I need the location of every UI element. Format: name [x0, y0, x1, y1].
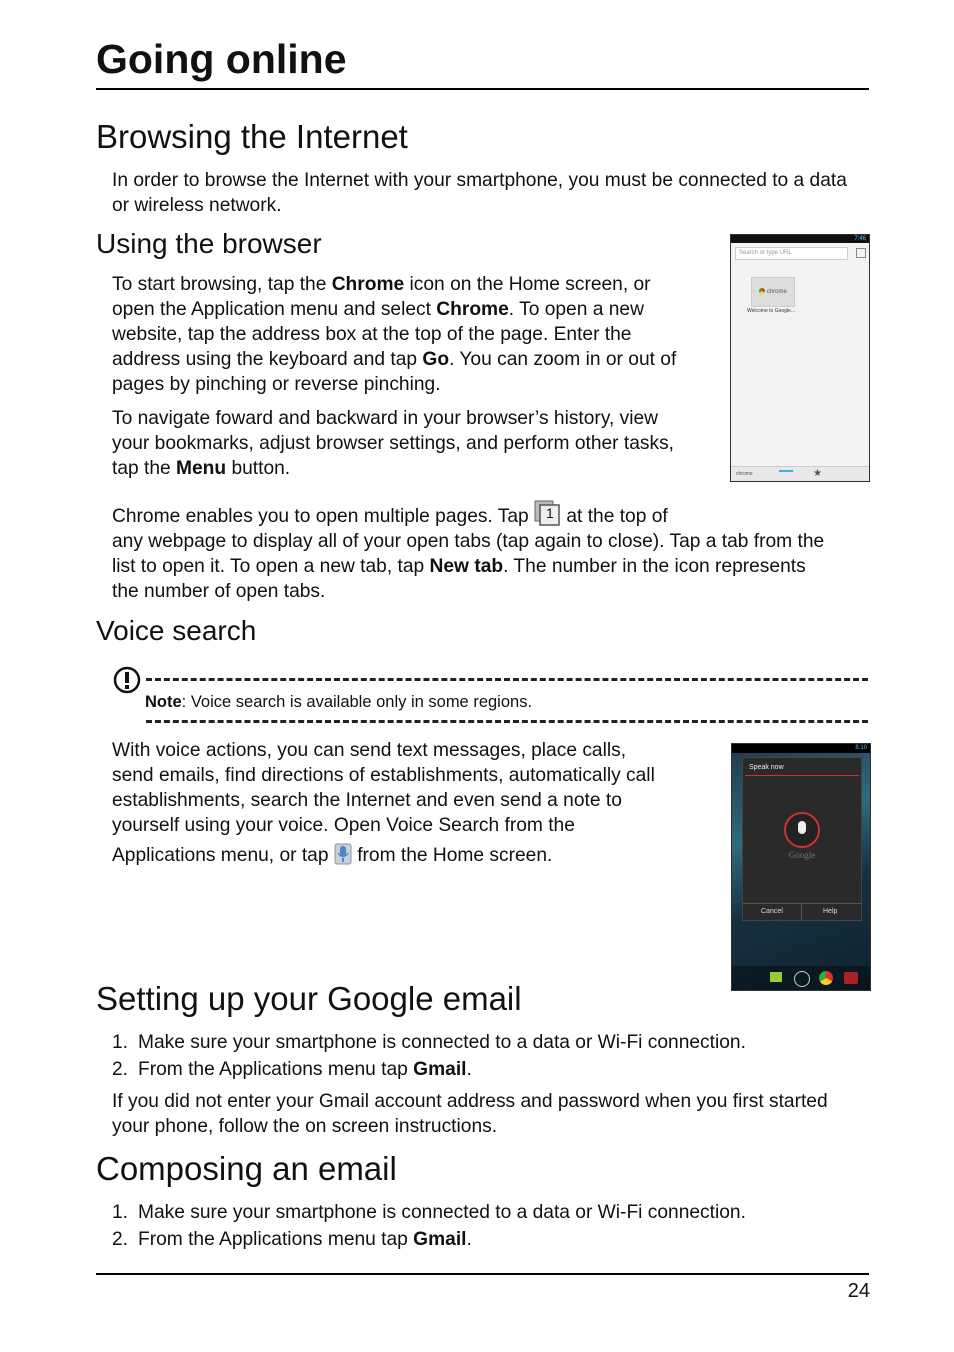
note-label: Note — [145, 693, 182, 711]
line: Chrome enables you to open multiple pages. Tap 1 at the top of — [112, 500, 868, 529]
bottom-rule — [96, 1273, 869, 1275]
note-bottom-divider — [146, 720, 868, 723]
status-time: 8:10 — [855, 745, 867, 751]
chrome-icon — [819, 971, 833, 985]
help-button: Help — [823, 908, 838, 915]
line: your bookmarks, adjust browser settings, and perform other tasks, — [112, 433, 675, 454]
google-email-para — [112, 1089, 868, 1139]
microphone-button — [784, 812, 820, 848]
list-item: 2. From the Applications menu tap Gmail. — [112, 1229, 472, 1250]
line: yourself using your voice. Open Voice Search from the — [112, 815, 575, 836]
list-item: 1. Make sure your smartphone is connected to a data or Wi-Fi connection. — [112, 1032, 746, 1053]
section-heading-composing: Composing an email — [96, 1150, 397, 1187]
chapter-title: Going online — [96, 36, 347, 82]
subheading-using-browser: Using the browser — [96, 228, 322, 259]
section-heading-browsing: Browsing the Internet — [96, 118, 408, 155]
tabs-icon — [856, 248, 866, 258]
voice-dialog — [742, 757, 862, 921]
browsing-intro: In order to browse the Internet with your smartphone, you must be connected to a data or wireless network. — [112, 170, 847, 216]
line: send emails, find directions of establishments, automatically call — [112, 765, 655, 786]
dock — [732, 966, 870, 990]
using-browser-para-1 — [112, 272, 722, 397]
bottom-bar — [731, 466, 869, 481]
dialog-buttons — [743, 903, 861, 920]
voice-search-screenshot — [731, 743, 871, 991]
google-logo-text: Google — [788, 850, 816, 860]
line: To navigate foward and backward in your browser’s history, view — [112, 408, 659, 429]
line: To start browsing, tap the Chrome icon on the Home screen, or — [112, 274, 651, 295]
note — [145, 692, 532, 712]
browser-screenshot — [730, 234, 870, 482]
list-item: 1. Make sure your smartphone is connected to a data or Wi-Fi connection. — [112, 1202, 746, 1223]
tab-count: 1 — [546, 504, 554, 521]
top-rule — [96, 88, 869, 90]
note-top-divider — [146, 678, 868, 681]
cancel-button: Cancel — [761, 908, 783, 915]
subheading-voice-search: Voice search — [96, 615, 257, 646]
using-browser-para-2 — [112, 406, 722, 481]
apps-icon — [794, 971, 810, 987]
line: tap the Menu button. — [112, 458, 291, 479]
bottom-label: chrome — [736, 471, 753, 477]
line: open the Application menu and select Chrome. To open a new — [112, 299, 644, 320]
speak-now-label: Speak now — [749, 764, 784, 771]
line: Applications menu, or tap from the Home screen. — [112, 843, 712, 868]
note-text: : Voice search is available only in some regions. — [181, 693, 533, 711]
line: If you did not enter your Gmail account address and password when you first started — [112, 1091, 828, 1112]
star-icon: ★ — [813, 468, 822, 479]
line: list to open it. To open a new tab, tap New tab. The number in the icon represents — [112, 556, 806, 577]
mic-icon — [798, 821, 806, 834]
line: establishments, search the Internet and even send a note to — [112, 790, 622, 811]
status-bar — [731, 235, 869, 243]
status-time: 7:46 — [854, 236, 866, 242]
camera-icon — [844, 972, 858, 984]
url-placeholder: Search or type URL — [739, 250, 792, 256]
button-divider — [801, 904, 802, 920]
line: With voice actions, you can send text messages, place calls, — [112, 740, 627, 761]
section-heading-google-email: Setting up your Google email — [96, 980, 522, 1017]
page-number: 24 — [847, 1280, 870, 1302]
grid-icon — [779, 470, 793, 478]
dialog-divider — [745, 775, 859, 776]
line: your phone, follow the on screen instructions. — [112, 1116, 498, 1137]
messaging-icon — [770, 972, 782, 982]
microphone-icon — [334, 843, 352, 865]
warning-icon — [113, 666, 141, 694]
microphone-icon-svg — [334, 843, 352, 865]
list-item: 2. From the Applications menu tap Gmail. — [112, 1059, 472, 1080]
line: address using the keyboard and tap Go. You can zoom in or out of — [112, 349, 677, 370]
chrome-icon — [759, 288, 765, 294]
tabs-icon — [534, 500, 561, 526]
line: the number of open tabs. — [112, 581, 326, 602]
status-bar — [732, 744, 870, 753]
page-thumbnail — [751, 277, 795, 307]
line: pages by pinching or reverse pinching. — [112, 374, 441, 395]
url-bar — [735, 247, 848, 260]
thumb-caption: Welcome to Google... — [747, 308, 795, 314]
line: any webpage to display all of your open tabs (tap again to close). Tap a tab from the — [112, 531, 825, 552]
voice-search-para — [112, 738, 712, 868]
thumb-label: chrome — [766, 289, 787, 295]
line: website, tap the address box at the top of the page. Enter the — [112, 324, 632, 345]
using-browser-para-3 — [112, 500, 868, 604]
